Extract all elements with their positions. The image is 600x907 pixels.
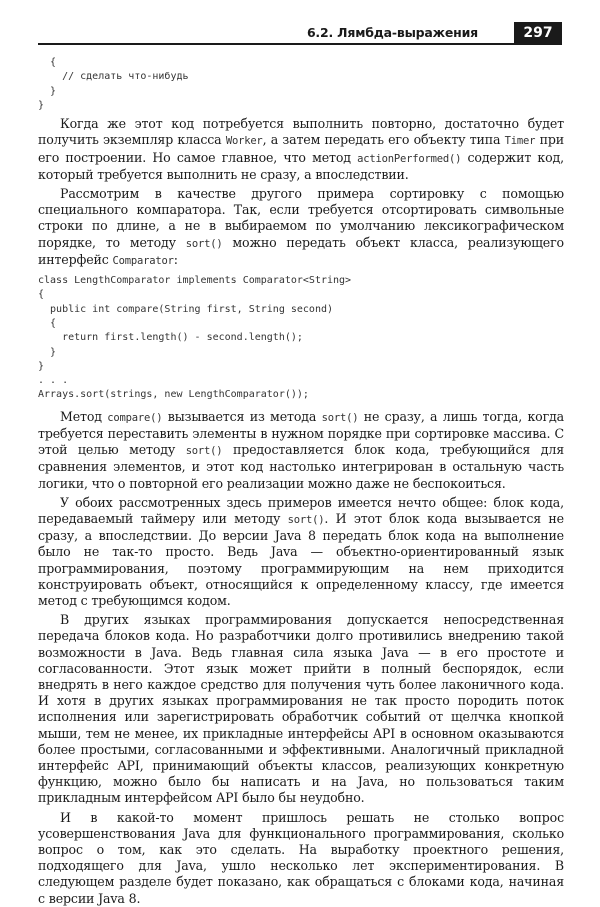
running-header — [38, 22, 562, 44]
text-run: вызывается из метода — [162, 408, 322, 424]
paragraph: И в какой-то момент пришлось решать не столько вопрос усовершенствования Java для функционального программирования, сколько вопрос о том, как это сделать. На выработку проектного решения, подходящего для Java, ушло несколько лет экспериментирования. В следующем разделе будет показано, как обращаться с блоками кода, начиная с версии Java 8. — [38, 809, 564, 906]
inline-code: Timer — [504, 135, 536, 148]
inline-code: actionPerformed() — [357, 152, 462, 165]
code-block-length-comparator: class LengthComparator implements Comparator<String> { public int compare(String first, String second) { return first.length() - second.length(); } } . . . Arrays.sort(strings, new LengthComparator()); — [38, 275, 352, 401]
text-run: : — [173, 251, 178, 267]
text-run: при его построении. Но самое главное, что метод — [38, 132, 564, 165]
text-run: содержит код, который требуется выполнить не сразу, а впоследствии. — [38, 149, 565, 182]
paragraph: В других языках программирования допускается непосредственная передача блоков кода. Но разработчики долго противились внедрению такой возможности в Java. Ведь главная сила языка Java — в его простоте и согласованности. Этот язык может прийти в полный беспорядок, если внедрять в него каждое средство для получения чуть более лаконичного кода. И хотя в других языках программирования не так просто породить поток исполнения или зарегистрировать обработчик событий от щелчка кнопкой мыши, тем не менее, их прикладные интерфейсы API в основном оказываются более простыми, согласованными и эффективными. Аналогичный прикладной интерфейс API, принимающий объекты классов, реализующих конкретную функцию, можно было бы написать и на Java, но пользоваться таким прикладным интерфейсом API было бы неудобно. — [38, 612, 564, 806]
paragraph — [38, 116, 564, 183]
page-number: 297 — [523, 25, 553, 41]
inline-code: sort() — [185, 237, 223, 250]
text-run: можно передать объект класса, реализующего интерфейс — [38, 234, 564, 267]
inline-code: sort() — [287, 513, 325, 526]
inline-code: sort() — [185, 445, 223, 458]
page-number-box — [514, 22, 562, 45]
paragraph — [38, 186, 564, 269]
text-run: , а затем передать его объекту типа — [262, 132, 505, 148]
text-run: У обоих рассмотренных здесь примеров имеется нечто общее: блок кода, передаваемый таймеру или методу — [38, 494, 564, 526]
text-run: Когда же этот код потребуется выполнить повторно, достаточно будет получить экземпляр класса — [38, 116, 564, 148]
paragraph — [38, 495, 564, 609]
text-run: Метод — [60, 408, 108, 424]
page-body — [38, 56, 564, 907]
inline-code: Comparator — [112, 254, 174, 267]
inline-code: compare() — [107, 411, 163, 424]
text-run: Рассмотрим в качестве другого примера сортировку с помощью специального компаратора. Так, если требуется отсортировать символьные строки по длине, а не в выбираемом по умолчанию лексикографическом порядке, то методу — [38, 186, 564, 250]
text-run: предоставляется блок кода, требующийся для сравнения элементов, и этот код настолько интегрирован в остальную часть логики, что о повторной его реализации можно даже не беспокоиться. — [38, 442, 564, 491]
text-run: . И этот блок кода вызывается не сразу, а впоследствии. До версии Java 8 передать блок кода на выполнение было не так-то просто. Ведь Java — объектно-ориентированный язык программирования, поэтому программирующим на нем приходится конструировать объект, относящийся к определенному классу, где имеется метод с требующимся кодом. — [38, 510, 564, 608]
paragraph — [38, 409, 564, 492]
header-rule — [38, 43, 562, 45]
inline-code: Worker — [225, 135, 263, 148]
code-block-worker-end: { // сделать что-нибудь } } — [38, 57, 189, 111]
inline-code: sort() — [321, 411, 359, 424]
text-run: не сразу, а лишь тогда, когда требуется переставить элементы в нужном порядке при сортировке массива. С этой целью методу — [38, 408, 565, 458]
section-title: 6.2. Лямбда-выражения — [306, 25, 478, 40]
